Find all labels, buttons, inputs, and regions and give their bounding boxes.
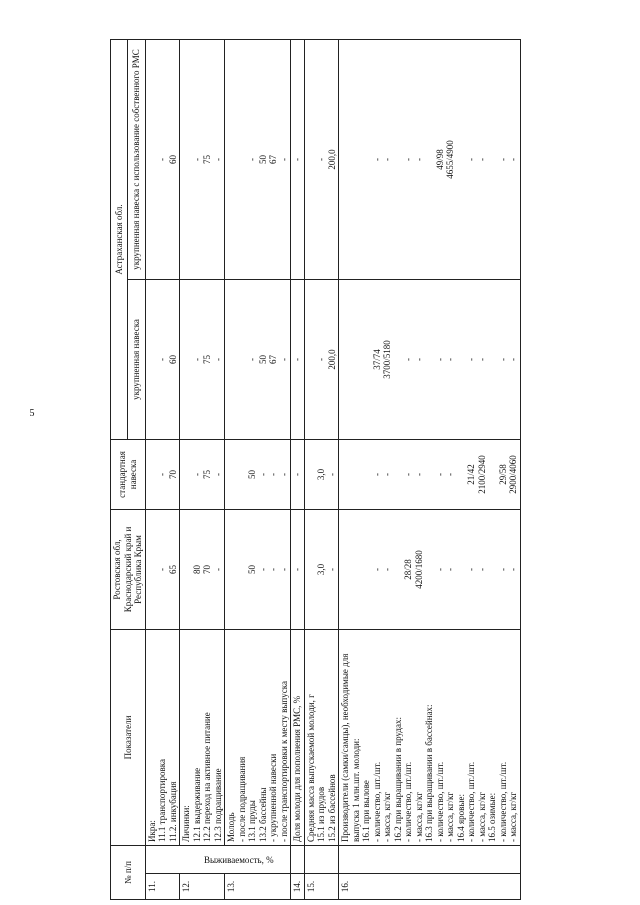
indicator-line: Доля молоди для пополнения РМС, %: [292, 695, 302, 842]
value-line: -: [316, 357, 326, 361]
value-line: [181, 513, 192, 626]
indicator-line: - количество, шт./шт.: [497, 761, 508, 842]
value-line: -: [413, 357, 424, 361]
value-line: -: [212, 357, 223, 361]
value-line: [340, 43, 351, 276]
indicator-line: - масса, кг/кг: [508, 791, 518, 842]
indicator-line: - количество, шт./шт.: [371, 761, 382, 842]
header-num: № п/п: [111, 845, 146, 899]
value-line: [351, 283, 362, 436]
value-line: -: [191, 472, 202, 476]
value-cell-enlarged: [180, 279, 225, 439]
header-indicator: Показатели: [111, 629, 146, 845]
value-line: [424, 513, 435, 626]
value-line: 2900/4060: [508, 455, 518, 494]
header-enlarged-own: укрупненная навеска с использование собственного РМС: [128, 39, 145, 279]
value-line: 50: [257, 154, 268, 164]
row-number: 14.: [291, 874, 305, 900]
value-line: -: [371, 472, 382, 476]
value-line: [340, 443, 351, 506]
value-line: [487, 43, 498, 276]
header-rostov: Ростовская обл, Краснодарский край и Республика Крым: [111, 509, 146, 629]
value-line: -: [316, 157, 326, 161]
value-line: [306, 443, 317, 506]
value-line: -: [278, 567, 289, 571]
value-line: [147, 43, 158, 276]
value-cell-standard: [304, 439, 339, 509]
value-line: [456, 513, 467, 626]
value-cell-enlarged-own: [304, 39, 339, 279]
indicator-line: 15.1 из прудов: [316, 786, 326, 842]
value-line: -: [326, 472, 337, 476]
indicator-line: 12.2 переход на активное питание: [202, 712, 212, 842]
value-cell-rostov: [180, 509, 225, 629]
value-line: 28/28: [403, 559, 413, 580]
row-number: 12.: [180, 874, 225, 900]
indicator-line: - масса, кг/кг: [476, 791, 487, 842]
table-row: [304, 39, 339, 899]
value-line: -: [466, 157, 476, 161]
value-line: [181, 283, 192, 436]
value-line: -: [476, 157, 487, 161]
value-line: [340, 283, 351, 436]
indicator-line: 12.1 выдерживание: [191, 767, 202, 842]
value-line: [361, 283, 372, 436]
value-line: 65: [167, 564, 178, 574]
value-line: [424, 43, 435, 276]
value-line: 29/58: [497, 464, 508, 485]
value-cell-enlarged: [291, 279, 305, 439]
value-line: [487, 443, 498, 506]
value-line: 60: [167, 154, 178, 164]
indicator-line: - количество, шт./шт.: [434, 761, 445, 842]
value-line: 67: [268, 154, 278, 164]
indicator-line: - масса, кг/кг: [382, 791, 392, 842]
value-line: [456, 283, 467, 436]
value-line: [393, 43, 404, 276]
indicator-line: 13.2 бассейны: [257, 787, 268, 842]
survival-indicators-table: [110, 39, 521, 900]
value-line: [181, 443, 192, 506]
value-line: -: [497, 157, 508, 161]
value-line: [306, 513, 317, 626]
indicator-line: выпуска 1 млн.шт. молоди:: [350, 738, 361, 842]
header-astrakhan: Астраханская обл.: [111, 39, 128, 439]
indicator-line: - количество, шт./шт.: [466, 761, 476, 842]
value-cell-rostov: [291, 509, 305, 629]
value-line: -: [476, 567, 487, 571]
indicator-line: 13.1 пруды: [247, 800, 257, 842]
value-cell-rostov: [339, 509, 521, 629]
indicator-line: 16.2 при выращивании в прудах:: [392, 717, 403, 842]
value-line: -: [476, 357, 487, 361]
value-line: 50: [257, 354, 268, 364]
value-line: 37/74: [371, 349, 382, 370]
value-line: -: [191, 357, 202, 361]
value-cell-enlarged: [339, 279, 521, 439]
value-line: 3700/5180: [382, 340, 392, 379]
value-cell-enlarged: [225, 279, 291, 439]
value-cell-enlarged-own: [339, 39, 521, 279]
rotated-table-container: [110, 40, 620, 900]
indicator-line: 16.4 яровые:: [455, 794, 466, 842]
value-line: 70: [167, 469, 178, 479]
value-line: [306, 43, 317, 276]
value-line: 80: [191, 564, 202, 574]
value-line: [361, 513, 372, 626]
value-line: -: [413, 157, 424, 161]
value-line: -: [268, 567, 278, 571]
row-number: 15.: [304, 874, 339, 900]
indicator-cell: [225, 629, 291, 845]
survival-side-label: Выживаемость, %: [203, 855, 274, 865]
value-line: -: [257, 472, 268, 476]
value-line: -: [382, 472, 392, 476]
value-line: -: [247, 157, 257, 161]
value-line: -: [292, 357, 302, 361]
value-cell-rostov: [225, 509, 291, 629]
value-line: -: [212, 567, 223, 571]
value-line: [393, 513, 404, 626]
indicator-cell: [304, 629, 339, 845]
value-line: -: [157, 157, 167, 161]
value-line: -: [434, 472, 445, 476]
value-line: [351, 43, 362, 276]
value-cell-standard: [225, 439, 291, 509]
value-line: -: [382, 157, 392, 161]
value-line: -: [466, 567, 476, 571]
indicator-line: Средняя масса выпускаемой молоди, г: [305, 694, 316, 842]
value-line: -: [382, 567, 392, 571]
side-empty-cell: [339, 845, 521, 873]
indicator-line: 11.1 транспортировка: [157, 759, 167, 842]
value-line: [351, 513, 362, 626]
value-line: [181, 43, 192, 276]
indicator-line: 16.5 озимые:: [487, 792, 497, 842]
indicator-line: Молодь: [226, 812, 236, 842]
row-number: 13.: [225, 874, 291, 900]
value-line: [237, 513, 248, 626]
value-line: -: [278, 157, 289, 161]
value-line: [147, 283, 158, 436]
header-row-1: [111, 39, 128, 899]
value-line: -: [413, 472, 424, 476]
value-line: 67: [268, 354, 278, 364]
value-line: -: [445, 567, 455, 571]
value-line: -: [292, 157, 302, 161]
value-line: 21/42: [466, 464, 476, 485]
page-number: 5: [29, 408, 35, 419]
value-cell-rostov: [304, 509, 339, 629]
indicator-line: Икра:: [146, 820, 157, 842]
indicator-line: - после подращивания: [236, 756, 247, 842]
value-line: -: [157, 567, 167, 571]
indicator-cell: [145, 629, 180, 845]
value-line: -: [403, 357, 413, 361]
value-line: -: [257, 567, 268, 571]
indicator-cell: [180, 629, 225, 845]
table-row: [291, 39, 305, 899]
value-line: [306, 283, 317, 436]
indicator-line: - масса, кг/кг: [413, 791, 424, 842]
value-line: [237, 443, 248, 506]
value-line: -: [326, 567, 337, 571]
value-cell-enlarged-own: [225, 39, 291, 279]
value-line: 200,0: [326, 349, 337, 370]
side-empty-cell: [291, 845, 305, 873]
table-row: [180, 39, 225, 899]
header-enlarged: укрупненная навеска: [128, 279, 145, 439]
value-line: -: [212, 157, 223, 161]
value-line: 60: [167, 354, 178, 364]
value-line: -: [371, 157, 382, 161]
value-line: 4655/4900: [445, 140, 455, 179]
value-line: -: [278, 357, 289, 361]
value-line: -: [278, 472, 289, 476]
table-row: [339, 39, 521, 899]
value-line: -: [292, 472, 302, 476]
value-line: 2100/2940: [476, 455, 487, 494]
value-line: -: [292, 567, 302, 571]
indicator-line: 11.2. инкубация: [167, 781, 178, 842]
value-line: [351, 443, 362, 506]
row-number: 11.: [145, 874, 180, 900]
side-label-cell: [145, 845, 291, 873]
value-line: [147, 443, 158, 506]
value-line: [424, 443, 435, 506]
indicator-line: Личинки:: [181, 805, 191, 842]
table-row: [225, 39, 291, 899]
value-cell-rostov: [145, 509, 180, 629]
value-line: 75: [202, 469, 212, 479]
indicator-line: - укрупненной навески: [268, 753, 278, 842]
value-line: -: [268, 472, 278, 476]
value-line: -: [434, 567, 445, 571]
value-cell-enlarged-own: [291, 39, 305, 279]
value-line: -: [371, 567, 382, 571]
value-line: -: [403, 157, 413, 161]
value-line: [226, 513, 237, 626]
value-line: -: [508, 567, 518, 571]
value-line: 75: [202, 154, 212, 164]
side-empty-cell: [304, 845, 339, 873]
value-line: -: [445, 472, 455, 476]
value-line: -: [508, 357, 518, 361]
indicator-line: 12.3 подращивание: [212, 768, 223, 842]
value-line: -: [497, 357, 508, 361]
value-line: [340, 513, 351, 626]
value-line: [147, 513, 158, 626]
value-line: [393, 283, 404, 436]
value-line: -: [247, 357, 257, 361]
indicator-line: 16.1 при вылове: [361, 780, 371, 842]
value-cell-standard: [145, 439, 180, 509]
value-line: -: [466, 357, 476, 361]
value-line: [456, 43, 467, 276]
value-line: -: [403, 472, 413, 476]
indicator-cell: [291, 629, 305, 845]
value-line: [361, 443, 372, 506]
value-cell-enlarged-own: [180, 39, 225, 279]
value-line: -: [445, 357, 455, 361]
value-cell-standard: [291, 439, 305, 509]
value-line: 50: [247, 564, 257, 574]
indicator-cell: [339, 629, 521, 845]
value-cell-enlarged: [145, 279, 180, 439]
value-line: -: [157, 357, 167, 361]
indicator-line: 15.2 из бассейнов: [326, 774, 337, 842]
value-line: -: [508, 157, 518, 161]
value-line: 3,0: [316, 468, 326, 481]
value-line: [237, 283, 248, 436]
value-line: -: [157, 472, 167, 476]
header-standard: стандартная навеска: [111, 439, 146, 509]
indicator-line: Производители (самки/самцы), необходимые для: [340, 653, 350, 842]
value-line: [226, 443, 237, 506]
indicator-line: 16.3 при выращивании в бассейнах:: [424, 704, 434, 842]
value-line: -: [434, 357, 445, 361]
value-line: [361, 43, 372, 276]
value-line: [226, 43, 237, 276]
value-line: -: [497, 567, 508, 571]
row-number: 16.: [339, 874, 521, 900]
value-line: [226, 283, 237, 436]
table-row: [145, 39, 180, 899]
value-line: [487, 283, 498, 436]
indicator-line: - количество, шт./шт.: [403, 761, 413, 842]
value-line: [424, 283, 435, 436]
value-line: 4200/1680: [413, 550, 424, 589]
value-line: 50: [247, 469, 257, 479]
value-line: [487, 513, 498, 626]
indicator-line: - после транспортировки к месту выпуска: [278, 681, 289, 842]
value-line: [237, 43, 248, 276]
value-line: [393, 443, 404, 506]
value-line: -: [191, 157, 202, 161]
value-line: 70: [202, 564, 212, 574]
value-line: 49/98: [434, 149, 445, 170]
value-line: -: [212, 472, 223, 476]
value-line: 200,0: [326, 149, 337, 170]
value-cell-standard: [180, 439, 225, 509]
indicator-line: - масса, кг/кг: [445, 791, 455, 842]
value-line: [456, 443, 467, 506]
value-cell-enlarged-own: [145, 39, 180, 279]
value-cell-standard: [339, 439, 521, 509]
value-cell-enlarged: [304, 279, 339, 439]
value-line: 75: [202, 354, 212, 364]
value-line: 3,0: [316, 563, 326, 576]
